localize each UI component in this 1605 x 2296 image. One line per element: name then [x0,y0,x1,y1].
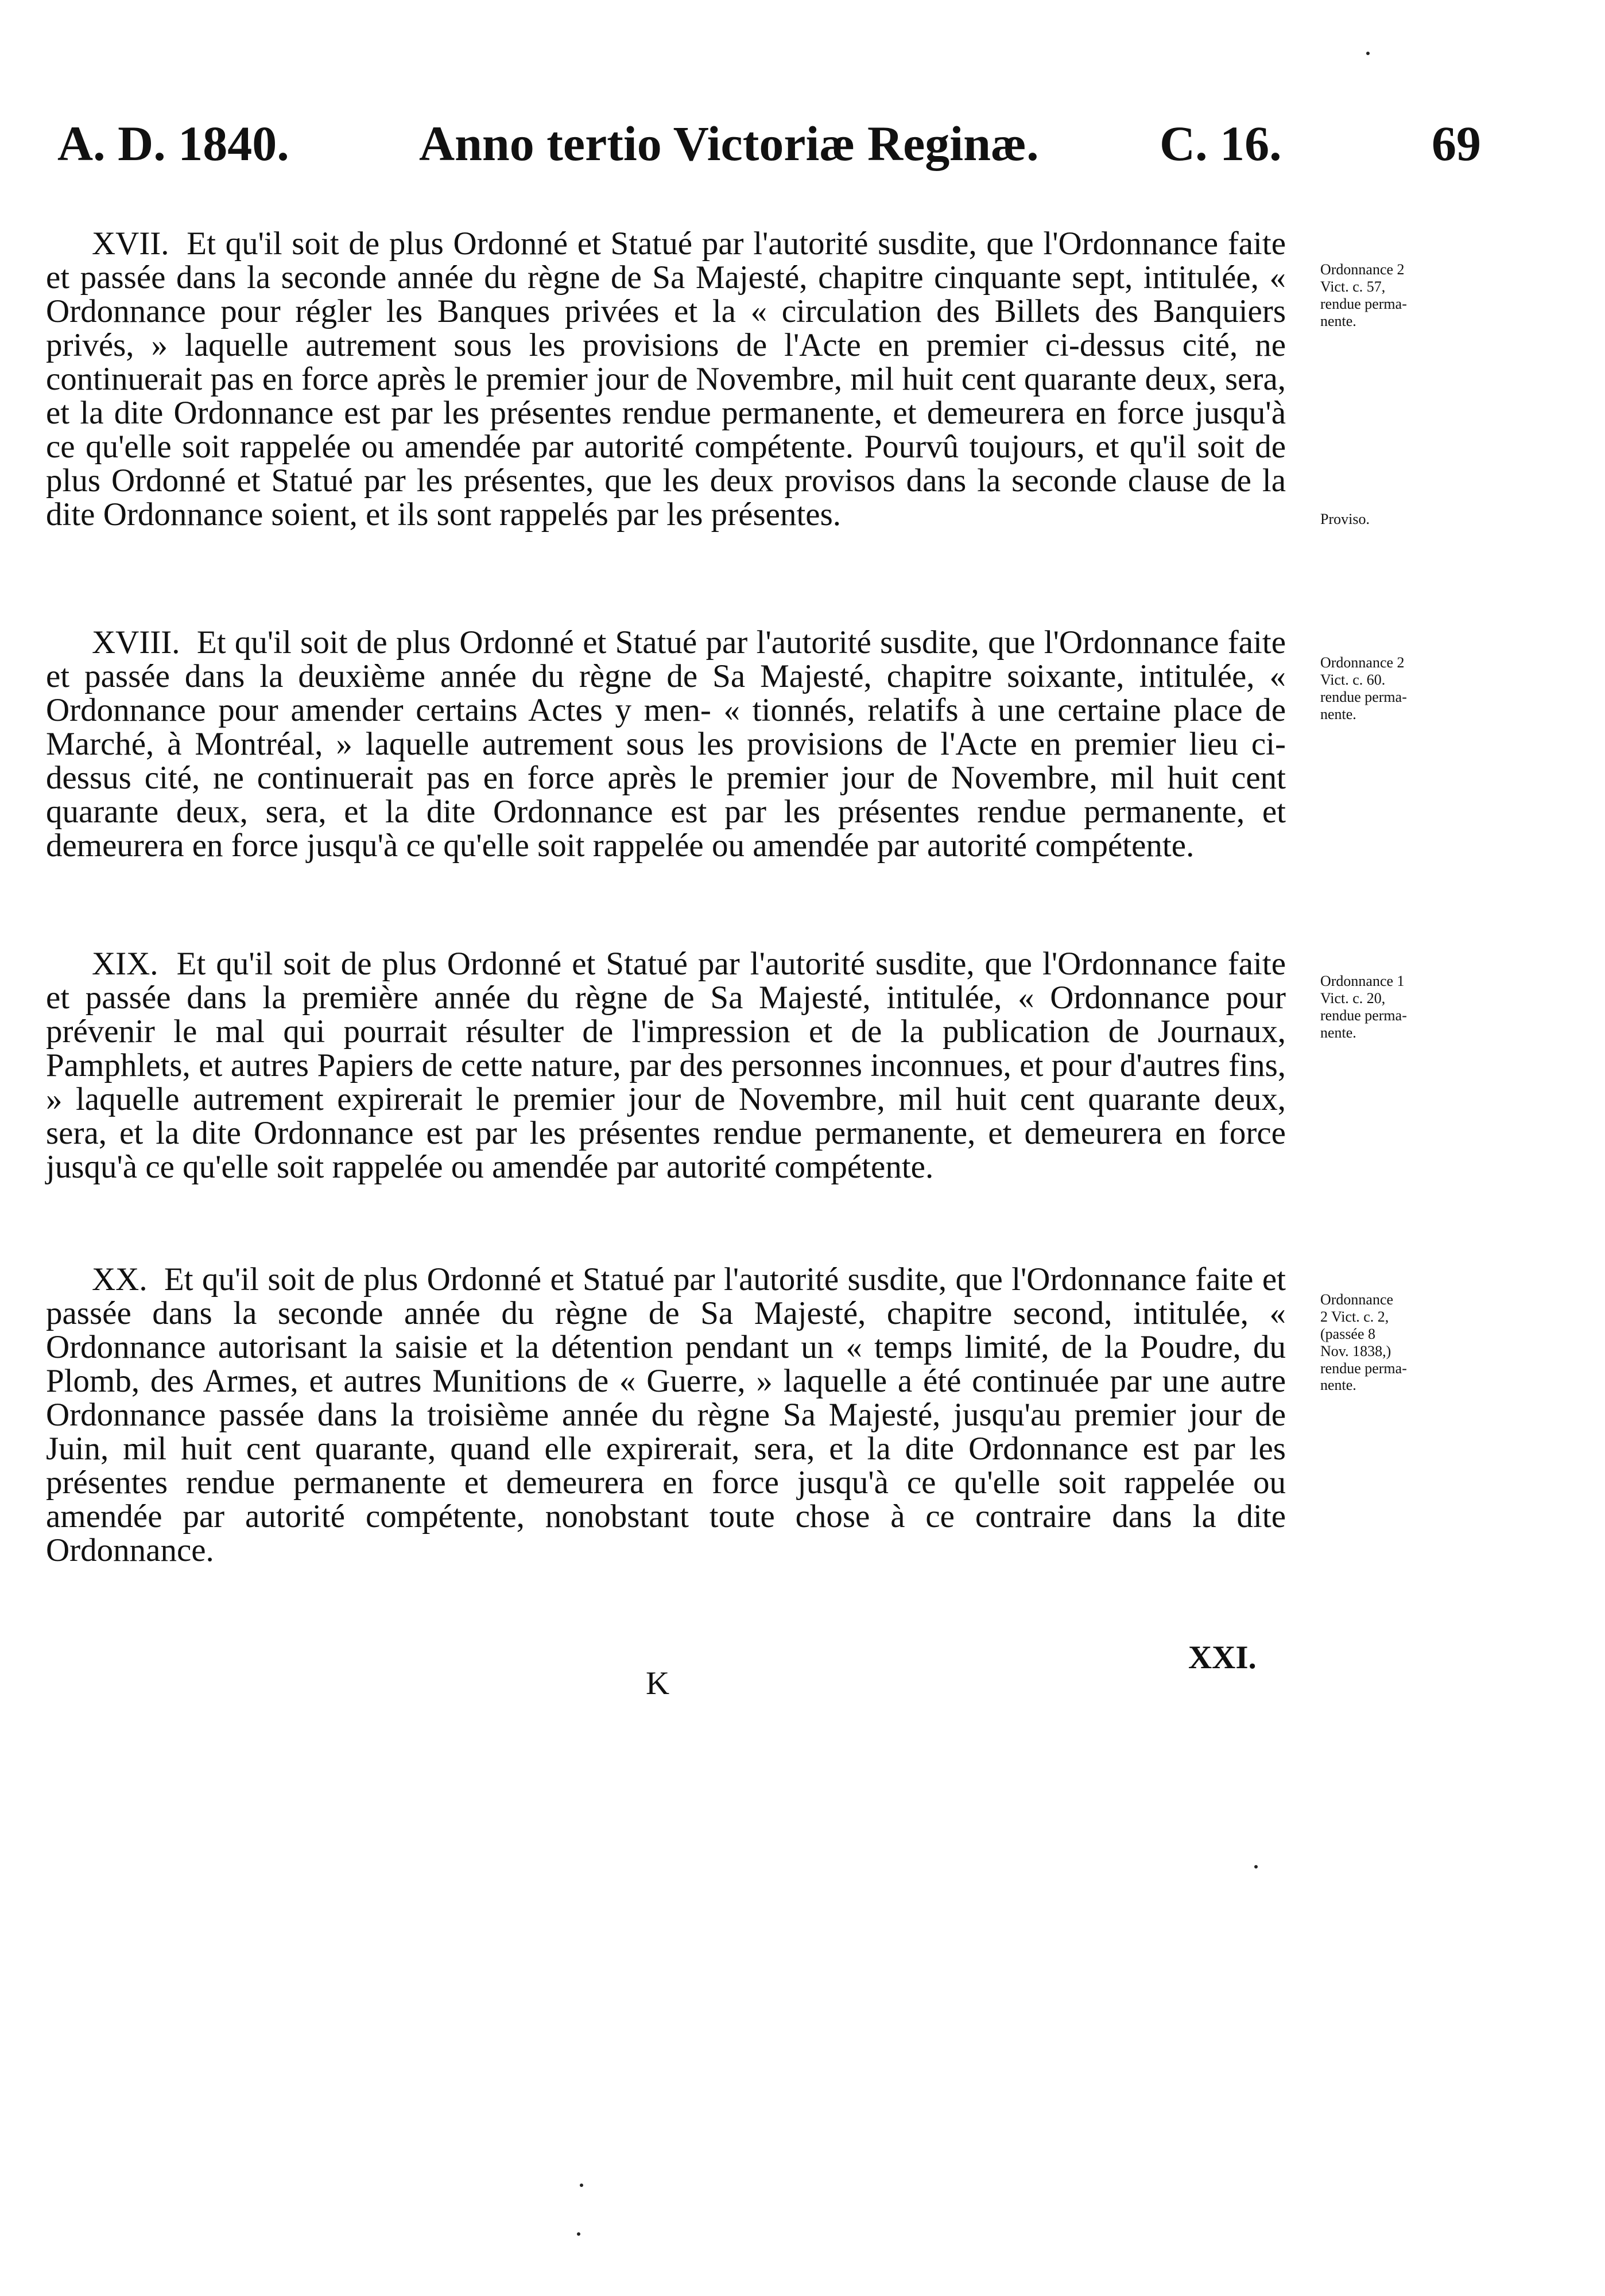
section-text: Et qu'il soit de plus Ordonné et Statué par l'autorité susdite, que l'Ordonnance faite et passée dans la deuxième année du règne de Sa Majesté, chapitre soixante, intitulée, « Ordonnance pour amender certains Actes y men- « tionnés, relatifs à une certaine place de Marché, à Montréal, » laquelle autrement sous les provisions de l'Acte en premier lieu ci-dessus cité, ne continuerait pas en force après le premier jour de Novembre, mil huit cent quarante deux, sera, et la dite Ordonnance est par les présentes rendue permanente, et demeurera en force jusqu'à ce qu'elle soit rappelée ou amendée par autorité compétente. [46,624,1286,864]
scan-speck [1366,52,1370,55]
margin-note [1320,654,1461,723]
margin-note-line: rendue perma- [1320,295,1407,312]
section-paragraph [46,227,1286,531]
header-chapter: C. 16. [1160,116,1282,171]
margin-note-line: (passée 8 [1320,1325,1376,1342]
catchword: XXI. [1188,1640,1257,1676]
margin-note-line: Nov. 1838,) [1320,1342,1391,1359]
section-text: Et qu'il soit de plus Ordonné et Statué par l'autorité susdite, que l'Ordonnance faite et passée dans la seconde année du règne de Sa Majesté, chapitre second, intitulée, « Ordonnance autorisant la saisie et la détention pendant un « temps limité, de la Poudre, du Plomb, des Armes, et autres Munitions de « Guerre, » laquelle a été continuée par une autre Ordonnance passée dans la troisième année du règne Sa Majesté, jusqu'au premier jour de Juin, mil huit cent quarante, quand elle expirerait, sera, et la dite Ordonnance est par les présentes rendue permanente et demeurera en force jusqu'à ce qu'elle soit rappelée ou amendée par autorité compétente, nonobstant toute chose à ce contraire dans la dite Ordonnance. [46,1261,1286,1568]
margin-note-line: Ordonnance [1320,1291,1394,1308]
page-number: 69 [1432,116,1481,171]
margin-note [1320,973,1461,1042]
section-number: XIX. [92,946,158,982]
margin-note-line: Ordonnance 2 [1320,654,1405,671]
header-title: Anno tertio Victoriæ Reginæ. [419,116,1039,171]
signature-mark: K [646,1665,670,1701]
section-text: Et qu'il soit de plus Ordonné et Statué par l'autorité susdite, que l'Ordonnance faite et passée dans la première année du règne de Sa Majesté, intitulée, « Ordonnance pour prévenir le mal qui pourrait résulter de l'impression et de la publication de Journaux, Pamphlets, et autres Papiers de cette nature, par des personnes inconnues, et pour d'autres fins, » laquelle autrement expirerait le premier jour de Novembre, mil huit cent quarante deux, sera, et la dite Ordonnance est par les présentes rendue permanente, et demeurera en force jusqu'à ce qu'elle soit rappelée ou amendée par autorité compétente. [46,946,1286,1185]
section-text: Et qu'il soit de plus Ordonné et Statué par l'autorité susdite, que l'Ordonnance faite et passée dans la seconde année du règne de Sa Majesté, chapitre cinquante sept, intitulée, « Ordonnance pour régler les Banques privées et la « circulation des Billets des Banquiers privés, » laquelle autrement sous les provisions de l'Acte en premier ci-dessus cité, ne continuerait pas en force après le premier jour de Novembre, mil huit cent quarante deux, sera, et la dite Ordonnance est par les présentes rendue permanente, et demeurera en force jusqu'à ce qu'elle soit rappelée ou amendée par autorité compétente. Pourvû toujours, et qu'il soit de plus Ordonné et Statué par les présentes, que les deux provisos dans la seconde clause de la dite Ordonnance soient, et ils sont rappelés par les présentes. [46,226,1286,533]
margin-note-line: nente. [1320,312,1356,329]
scan-speck [580,2184,583,2187]
section-paragraph [46,947,1286,1184]
section-number: XX. [92,1261,148,1297]
margin-note [1320,511,1461,528]
section-number: XVII. [92,226,169,262]
margin-note-line: Vict. c. 57, [1320,278,1386,295]
margin-note-line: nente. [1320,705,1356,722]
margin-note-line: Proviso. [1320,511,1370,527]
margin-note-line: 2 Vict. c. 2, [1320,1308,1389,1325]
margin-note-line: Ordonnance 2 [1320,261,1405,278]
margin-note [1320,261,1461,330]
margin-note [1320,1291,1461,1394]
margin-note-line: Vict. c. 60. [1320,671,1386,688]
margin-note-line: rendue perma- [1320,1359,1407,1377]
margin-note-line: Vict. c. 20, [1320,989,1386,1007]
section-number: XVIII. [92,624,180,661]
margin-note-line: nente. [1320,1024,1356,1041]
section-paragraph [46,1262,1286,1567]
margin-note-line: Ordonnance 1 [1320,973,1405,989]
scan-speck [577,2232,580,2236]
running-header [57,109,1481,178]
margin-note-line: rendue perma- [1320,1007,1407,1024]
scan-speck [1254,1865,1258,1868]
section-paragraph [46,626,1286,863]
header-year: A. D. 1840. [57,116,289,171]
margin-note-line: rendue perma- [1320,688,1407,705]
margin-note-line: nente. [1320,1377,1356,1394]
